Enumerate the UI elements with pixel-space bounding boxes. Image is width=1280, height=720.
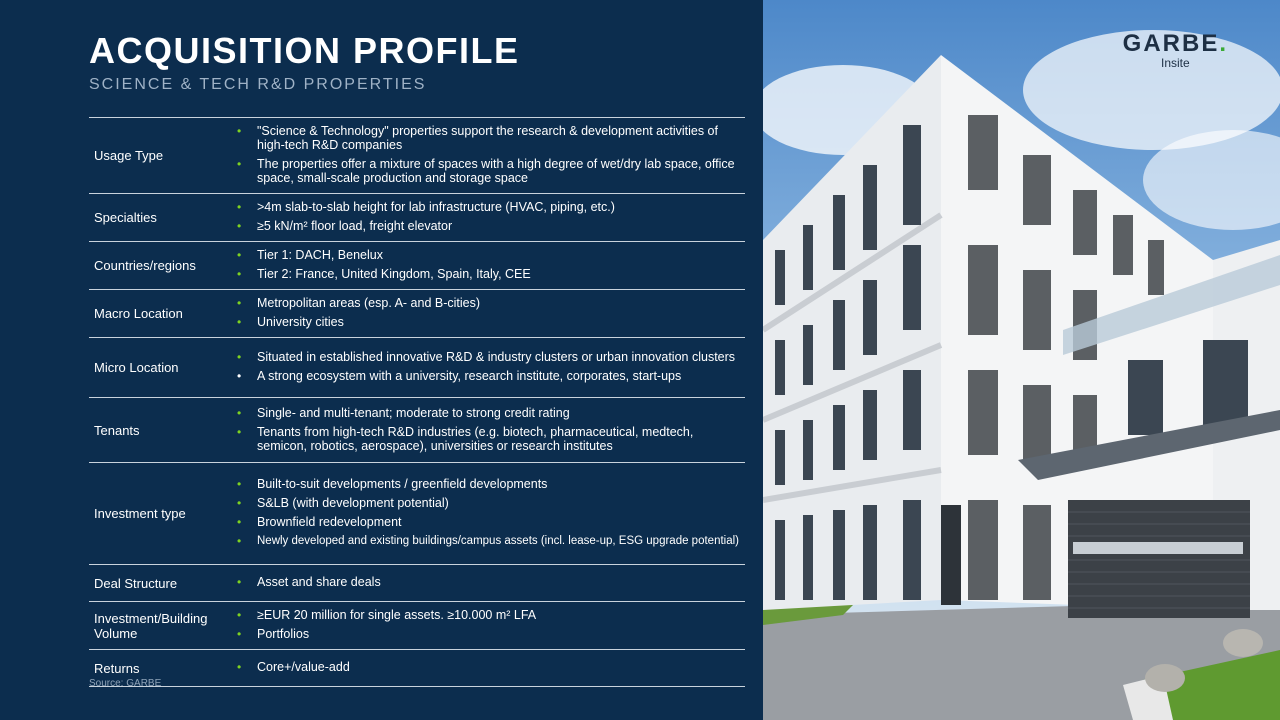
row-label: Deal Structure	[89, 565, 234, 602]
row-label: Tenants	[89, 398, 234, 463]
garbe-logo: GARBE. Insite	[1122, 30, 1228, 70]
list-item: • Single- and multi-tenant; moderate to strong credit rating	[237, 405, 570, 420]
table-row	[89, 463, 745, 565]
bullet-icon: •	[237, 248, 242, 262]
bullet-icon: •	[237, 405, 242, 420]
list-item: • Built-to-suit developments / greenfield developments	[237, 477, 548, 491]
list-item: • "Science & Technology" properties support the research & development activities of high-tech R&D companies	[237, 124, 718, 152]
list-item: • Situated in established innovative R&D & industry clusters or urban innovation clusters	[237, 350, 736, 364]
bullet-icon: •	[237, 424, 242, 439]
list-item: • ≥EUR 20 million for single assets. ≥10.000 m² LFA	[237, 608, 537, 622]
bullet-icon: •	[237, 124, 242, 138]
table-row	[89, 290, 745, 338]
list-item: • The properties offer a mixture of spaces with a high degree of wet/dry lab space, office space, small-scale production and storage space	[237, 157, 735, 185]
table-row	[89, 338, 745, 398]
row-label: Returns	[89, 650, 234, 687]
bullet-icon: •	[237, 369, 242, 383]
row-label: Countries/regions	[89, 242, 234, 290]
acquisition-profile-table	[89, 117, 745, 687]
bullet-icon: •	[237, 477, 242, 491]
list-item: • Portfolios	[237, 627, 310, 641]
row-label: Usage Type	[89, 118, 234, 194]
row-label: Investment type	[89, 463, 234, 565]
list-item: • Metropolitan areas (esp. A- and B-cities)	[237, 296, 481, 310]
bullet-icon: •	[237, 157, 242, 171]
list-item: • ≥5 kN/m² floor load, freight elevator	[237, 219, 453, 233]
list-item: • Core+/value-add	[237, 660, 350, 674]
bullet-icon: •	[237, 608, 242, 622]
page-subtitle: SCIENCE & TECH R&D PROPERTIES	[89, 76, 427, 93]
building-illustration	[763, 0, 1280, 720]
bullet-icon: •	[237, 575, 242, 589]
table-row	[89, 398, 745, 463]
bullet-icon: •	[237, 496, 242, 510]
list-item: • Brownfield redevelopment	[237, 515, 402, 529]
bullet-icon: •	[237, 219, 242, 233]
row-label: Macro Location	[89, 290, 234, 338]
bullet-icon: •	[237, 350, 242, 364]
row-label: Specialties	[89, 194, 234, 242]
building-photo	[763, 0, 1280, 720]
list-item: • Tier 1: DACH, Benelux	[237, 248, 383, 262]
list-item: • Tier 2: France, United Kingdom, Spain, Italy, CEE	[237, 267, 531, 281]
row-label: Micro Location	[89, 338, 234, 398]
logo-subtitle: Insite	[1160, 56, 1190, 70]
bullet-icon: •	[237, 267, 242, 281]
list-item: • University cities	[237, 315, 344, 329]
page-title: ACQUISITION PROFILE	[89, 30, 520, 71]
table-row	[89, 194, 745, 242]
table-row	[89, 118, 745, 194]
table-row	[89, 242, 745, 290]
bullet-icon: •	[237, 296, 242, 310]
list-item: • Newly developed and existing buildings/campus assets (incl. lease-up, ESG upgrade potential)	[237, 534, 739, 548]
bullet-icon: •	[237, 534, 242, 548]
bullet-icon: •	[237, 660, 242, 674]
list-item: • S&LB (with development potential)	[237, 496, 449, 510]
list-item: • Asset and share deals	[237, 575, 381, 589]
source-note: Source: GARBE	[89, 678, 162, 689]
bullet-icon: •	[237, 515, 242, 529]
list-item: • A strong ecosystem with a university, research institute, corporates, start-ups	[237, 369, 682, 383]
bullet-icon: •	[237, 315, 242, 329]
list-item: • Tenants from high-tech R&D industries (e.g. biotech, pharmaceutical, medtech, semicon, robotics, aerospace), universities or research institutes	[237, 424, 694, 453]
table-row	[89, 650, 745, 687]
list-item: • >4m slab-to-slab height for lab infrastructure (HVAC, piping, etc.)	[237, 200, 615, 214]
table-row	[89, 602, 745, 650]
table-row	[89, 565, 745, 602]
bullet-icon: •	[237, 627, 242, 641]
bullet-icon: •	[237, 200, 242, 214]
row-label: Investment/Building Volume	[89, 602, 234, 650]
